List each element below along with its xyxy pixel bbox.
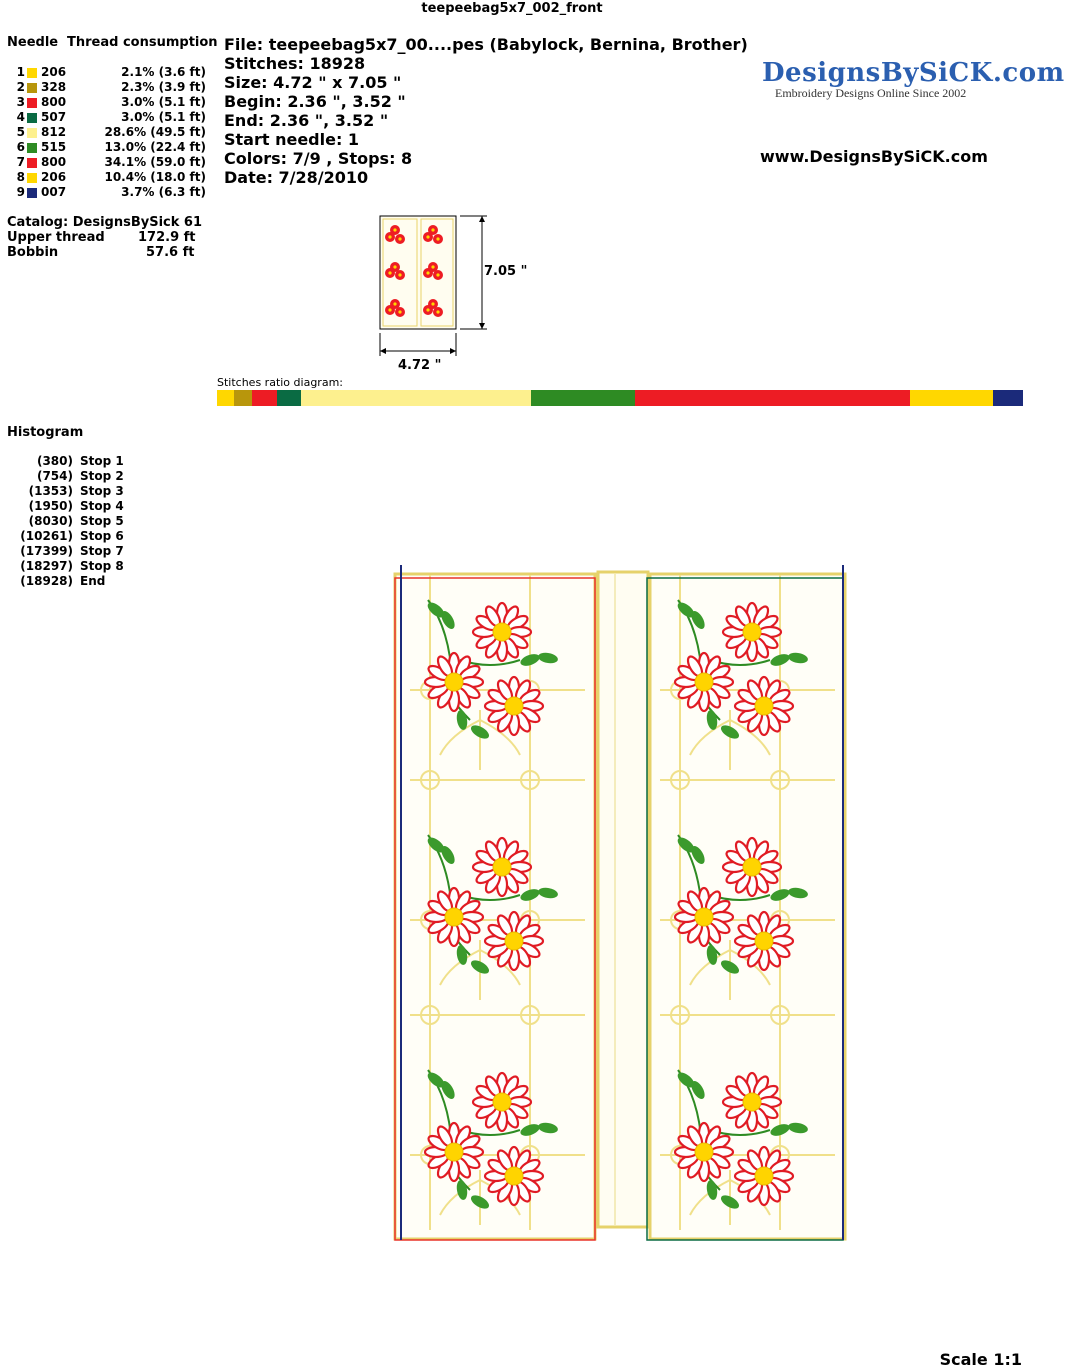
design-date: Date: 7/28/2010 <box>224 168 369 187</box>
stop-label: Stop 4 <box>80 499 124 513</box>
stop-stitch-count: (1950) <box>28 499 73 513</box>
brand-tagline: Embroidery Designs Online Since 2002 <box>775 86 967 100</box>
thread-code: 515 <box>41 140 67 154</box>
stop-label: Stop 1 <box>80 454 124 468</box>
thread-code: 507 <box>41 110 67 124</box>
end-point: End: 2.36 ", 3.52 " <box>224 111 389 130</box>
ratio-bar <box>217 390 1023 406</box>
needle-row <box>7 185 212 200</box>
histogram-row <box>0 469 160 484</box>
colors-stops: Colors: 7/9 , Stops: 8 <box>224 149 413 168</box>
needle-row <box>7 110 212 125</box>
needle-number: 7 <box>16 155 25 169</box>
thread-code: 007 <box>41 185 67 199</box>
design-info <box>224 35 748 187</box>
bobbin-label: Bobbin <box>7 245 59 260</box>
ratio-segment <box>635 390 909 406</box>
ratio-segment <box>910 390 994 406</box>
page-title: teepeebag5x7_002_front <box>421 1 603 16</box>
ratio-diagram-label: Stitches ratio diagram: <box>217 376 343 389</box>
thread-consumption: 2.3% (3.9 ft) <box>121 80 206 94</box>
embroidery-preview <box>385 560 860 1250</box>
ratio-segment <box>301 390 531 406</box>
needle-number: 9 <box>16 185 25 199</box>
height-dimension-label: 7.05 " <box>484 264 528 279</box>
stop-stitch-count: (380) <box>36 454 73 468</box>
stop-stitch-count: (10261) <box>20 529 73 543</box>
design-size: Size: 4.72 " x 7.05 " <box>224 73 402 92</box>
catalog-label: Catalog: DesignsBySick 61 <box>7 215 202 230</box>
thread-consumption: 3.0% (5.1 ft) <box>121 110 206 124</box>
stop-stitch-count: (18928) <box>20 574 73 588</box>
thread-color-swatch <box>27 188 37 198</box>
start-needle: Start needle: 1 <box>224 130 360 149</box>
needle-number: 5 <box>16 125 25 139</box>
thread-code: 206 <box>41 170 67 184</box>
ratio-segment <box>217 390 234 406</box>
thread-color-swatch <box>27 68 37 78</box>
brand-url: www.DesignsBySiCK.com <box>760 147 988 166</box>
thread-color-swatch <box>27 98 37 108</box>
left-panel <box>395 565 595 1240</box>
thread-code: 328 <box>41 80 67 94</box>
thread-code: 800 <box>41 95 67 109</box>
thread-consumption: 3.0% (5.1 ft) <box>121 95 206 109</box>
ratio-segment <box>277 390 301 406</box>
scale-label: Scale 1:1 <box>939 1350 1022 1369</box>
ratio-segment <box>252 390 276 406</box>
thread-color-swatch <box>27 158 37 168</box>
stop-stitch-count: (754) <box>36 469 73 483</box>
histogram-row <box>0 544 160 559</box>
stop-label: Stop 6 <box>80 529 124 543</box>
right-panel <box>647 565 845 1240</box>
histogram-row <box>0 559 160 574</box>
needle-header: Needle <box>7 35 59 50</box>
ratio-segment <box>993 390 1023 406</box>
ratio-segment <box>531 390 636 406</box>
thread-consumption: 3.7% (6.3 ft) <box>121 185 206 199</box>
histogram-row <box>0 574 160 589</box>
begin-point: Begin: 2.36 ", 3.52 " <box>224 92 406 111</box>
thread-color-swatch <box>27 83 37 93</box>
design-thumbnail <box>375 210 535 375</box>
histogram-row <box>0 499 160 514</box>
needle-number: 4 <box>16 110 25 124</box>
stitch-count: Stitches: 18928 <box>224 54 366 73</box>
needle-number: 6 <box>16 140 25 154</box>
stop-label: Stop 5 <box>80 514 124 528</box>
needle-number: 3 <box>16 95 25 109</box>
thread-color-swatch <box>27 128 37 138</box>
ratio-segment <box>234 390 253 406</box>
thread-consumption-header: Thread consumption <box>67 35 218 50</box>
thread-consumption: 13.0% (22.4 ft) <box>104 140 206 154</box>
thread-consumption: 2.1% (3.6 ft) <box>121 65 206 79</box>
stop-stitch-count: (18297) <box>20 559 73 573</box>
thread-code: 812 <box>41 125 67 139</box>
thread-consumption: 28.6% (49.5 ft) <box>104 125 206 139</box>
needle-row <box>7 80 212 95</box>
thread-color-swatch <box>27 113 37 123</box>
stop-label: Stop 8 <box>80 559 124 573</box>
histogram-row <box>0 454 160 469</box>
thread-code: 800 <box>41 155 67 169</box>
histogram-label: Histogram <box>7 425 84 440</box>
needle-row <box>7 140 212 155</box>
stop-label: End <box>80 574 106 588</box>
thread-consumption: 34.1% (59.0 ft) <box>104 155 206 169</box>
upper-thread-value: 172.9 ft <box>138 230 196 245</box>
histogram-row <box>0 514 160 529</box>
center-strip <box>598 572 648 1227</box>
stop-stitch-count: (8030) <box>28 514 73 528</box>
needle-row <box>7 170 212 185</box>
needle-number: 2 <box>16 80 25 94</box>
needle-number: 8 <box>16 170 25 184</box>
histogram-row <box>0 484 160 499</box>
thread-consumption: 10.4% (18.0 ft) <box>104 170 206 184</box>
thread-color-swatch <box>27 143 37 153</box>
width-dimension-label: 4.72 " <box>398 358 442 373</box>
needle-row <box>7 95 212 110</box>
needle-row <box>7 155 212 170</box>
stop-stitch-count: (1353) <box>28 484 73 498</box>
needle-row <box>7 125 212 140</box>
thread-color-swatch <box>27 173 37 183</box>
stop-label: Stop 2 <box>80 469 124 483</box>
stop-stitch-count: (17399) <box>20 544 73 558</box>
thread-code: 206 <box>41 65 67 79</box>
bobbin-value: 57.6 ft <box>146 245 195 260</box>
needle-number: 1 <box>16 65 25 79</box>
file-name: File: teepeebag5x7_00....pes (Babylock, Bernina, Brother) <box>224 35 748 54</box>
stop-label: Stop 3 <box>80 484 124 498</box>
brand-logo: DesignsBySiCK.com <box>762 58 1065 88</box>
stop-label: Stop 7 <box>80 544 124 558</box>
histogram-row <box>0 529 160 544</box>
needle-row <box>7 65 212 80</box>
upper-thread-label: Upper thread <box>7 230 105 245</box>
